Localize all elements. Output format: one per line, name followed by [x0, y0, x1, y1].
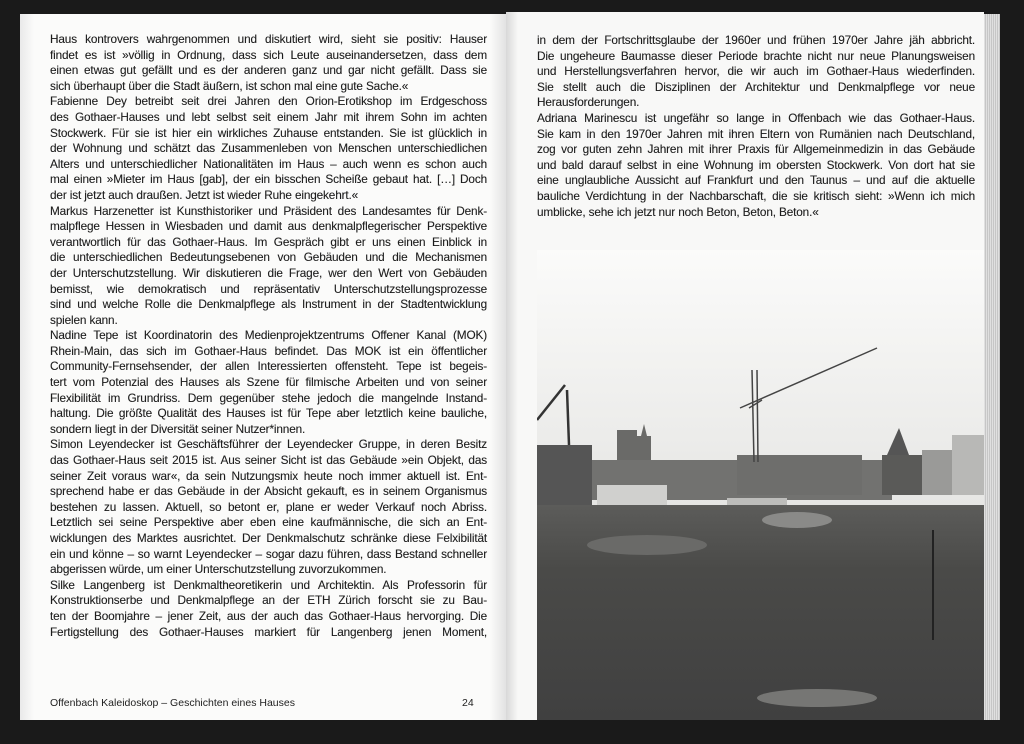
- text-line: bemisst, wie demokratisch und repräsentativ Unterschutzstellungsprozesse: [50, 281, 487, 296]
- text-line: Herausforderungen.: [537, 95, 640, 110]
- left-page-body-text: [50, 32, 487, 640]
- text-line: der Unterschutzstellung. Wir diskutieren die Frage, wer den Wert von Gebäuden: [50, 265, 487, 280]
- text-line: sich überhaupt über die Stadt äußern, ist schon mal eine gute Sache.«: [50, 78, 409, 93]
- text-line: bestehen zu lassen. Aktuell, so betont er, plane er weder Verkauf noch Abriss.: [50, 499, 487, 514]
- text-line: Sie stellt auch die Disziplinen der Architektur und Denkmalpflege vor neue: [537, 79, 975, 94]
- text-line: findet es ist »völlig in Ordnung, dass sich Leute auseinandersetzen, dass dem: [50, 47, 487, 62]
- text-line: verantwortlich für das Gothaer-Haus. Im Gespräch gibt er uns einen Einblick in: [50, 234, 487, 249]
- text-line: umblicke, sehe ich jetzt nur noch Beton, Beton, Beton.«: [537, 204, 819, 219]
- text-line: Stockwerk. Für sie ist hier ein wirkliches Zuhause entstanden. Sie ist glücklich in: [50, 125, 487, 140]
- text-line: abgerissen würde, um einer Unterschutzstellung zuvorzukommen.: [50, 562, 387, 577]
- text-line: Simon Leyendecker ist Geschäftsführer der Leyendecker Gruppe, in deren Besitz: [50, 437, 487, 452]
- text-line: tert vom Potenzial des Hauses als Szene für filmische Arbeiten und von seiner: [50, 375, 487, 390]
- text-line: Sie kam in den 1970er Jahren mit ihren Eltern von Rumänien nach Deutschland,: [537, 126, 975, 141]
- text-line: des Gothaer-Hauses und lebt selbst seit einem Jahr mit ihrem Sohn im achten: [50, 109, 487, 124]
- text-line: sprechend habe er das Gebäude in der Absicht gekauft, es in seinem Organismus: [50, 484, 487, 499]
- text-line: Flexibilität im Grundriss. Dem gegenüber stehe jedoch die mangelnde Instand-: [50, 390, 487, 405]
- text-line: der ist jetzt auch draußen. Jetzt ist wieder Ruhe eingekehrt.«: [50, 187, 359, 202]
- text-line: Konstruktionserbe und Denkmalpflege an der ETH Zürich forscht sie zu Bau-: [50, 593, 487, 608]
- text-line: eine unglaubliche Aussicht auf Frankfurt und den Taunus – und auf die aktuelle: [537, 173, 975, 188]
- text-line: sind und welche Rolle die Denkmalpflege als Instrument in der Stadtentwicklung: [50, 297, 487, 312]
- text-line: haltung. Die größte Qualität des Hauses ist für Tepe aber letztlich keine bauliche,: [50, 406, 487, 421]
- right-page: [506, 12, 984, 720]
- text-line: malpflege Hessen in Wiesbaden und damit aus denkmalpflegerischer Perspektive: [50, 219, 487, 234]
- right-page-body-text: [537, 33, 975, 220]
- text-line: einen etwas gut gefällt und es der anderen ganz und gar nicht gefällt. Dass sie: [50, 63, 487, 78]
- text-line: Adriana Marinescu ist ungefähr so lange in Offenbach wie das Gothaer-Haus.: [537, 110, 975, 125]
- text-line: Rhein-Main, das sich im Gothaer-Haus befindet. Das MOK ist ein öffentlicher: [50, 343, 487, 358]
- text-line: Fertigstellung des Gothaer-Hauses markiert für Langenberg jenen Moment,: [50, 624, 487, 639]
- text-line: spielen kann.: [50, 312, 118, 327]
- text-line: wicklungen des Marktes ausrichtet. Der Denkmalschutz schränke diese Felxibilität: [50, 531, 487, 545]
- text-line: Community-Fernsehsender, der allen Interessierten offensteht. Tepe ist begeis-: [50, 359, 487, 374]
- page-number: 24: [462, 697, 474, 709]
- text-line: Haus kontrovers wahrgenommen und diskutiert wird, sieht sie positiv: Hauser: [50, 32, 487, 46]
- text-line: seiner Zeit voraus war«, da sein Nutzungsmix heute noch immer aktuell ist. Ent-: [50, 468, 487, 483]
- left-page: [20, 14, 506, 720]
- text-line: sondern liegt in der Diversität seiner Nutzer*innen.: [50, 421, 306, 436]
- text-line: ein und könne – so warnt Leyendecker – sogar dazu führen, dass Bestand schneller: [50, 546, 487, 561]
- book-page-edges: [984, 14, 1000, 720]
- text-line: Die ungeheure Baumasse dieser Periode brachte nicht nur neue Planungsweisen: [537, 48, 975, 63]
- text-line: Silke Langenberg ist Denkmaltheoretikerin und Architektin. Als Professorin für: [50, 577, 487, 592]
- text-line: der Wohnung und schätzt das Zusammenleben von Menschen unterschiedlichen: [50, 141, 487, 156]
- text-line: Letztlich sei seine Perspektive aber eben eine kaufmännische, die sich an Ent-: [50, 515, 487, 530]
- text-line: und bald darauf selbst in eine Wohnung im obersten Stockwerk. Von dort hat sie: [537, 157, 975, 172]
- text-line: Markus Harzenetter ist Kunsthistoriker und Präsident des Landesamtes für Denk-: [50, 203, 487, 218]
- text-line: bauliche Verdichtung in der Nachbarschaft, die sie kritisch sieht: »Wenn ich mich: [537, 188, 975, 203]
- text-line: zog vor guten zehn Jahren mit ihrer Praxis für Allgemeinmedizin in das Gebäude: [537, 142, 975, 157]
- text-line: in dem der Fortschrittsglaube der 1960er und frühen 1970er Jahre jäh abbricht.: [537, 33, 975, 47]
- text-line: Fabienne Dey betreibt seit drei Jahren den Orion-Erotikshop im Erdgeschoss: [50, 94, 487, 109]
- ground: [537, 505, 984, 720]
- text-line: die unterschiedlichen Bedeutungsebenen von Gebäuden und die Mechanismen: [50, 250, 487, 265]
- text-line: mal einen »Mieter im Haus [gab], der ein bisschen Scheiße gebaut hat. […] Doch: [50, 172, 487, 187]
- running-footer-title: Offenbach Kaleidoskop – Geschichten eines Hauses: [50, 697, 295, 709]
- text-line: ten der Boomjahre – jener Zeit, aus der auch das Gothaer-Haus hervorging. Die: [50, 608, 487, 623]
- text-line: Nadine Tepe ist Koordinatorin des Medienprojektzentrums Offener Kanal (MOK): [50, 328, 487, 343]
- construction-site-photo: [537, 250, 984, 720]
- text-line: Alters und unterschiedlicher Nationalitäten im Haus – auch wenn es schon auch: [50, 156, 487, 171]
- text-line: und Herstellungsverfahren hervor, die wir auch im Gothaer-Haus wiederfinden.: [537, 64, 975, 79]
- text-line: das Gothaer-Haus seit 2015 ist. Aus seiner Sicht ist das Gebäude »ein Objekt, das: [50, 453, 487, 468]
